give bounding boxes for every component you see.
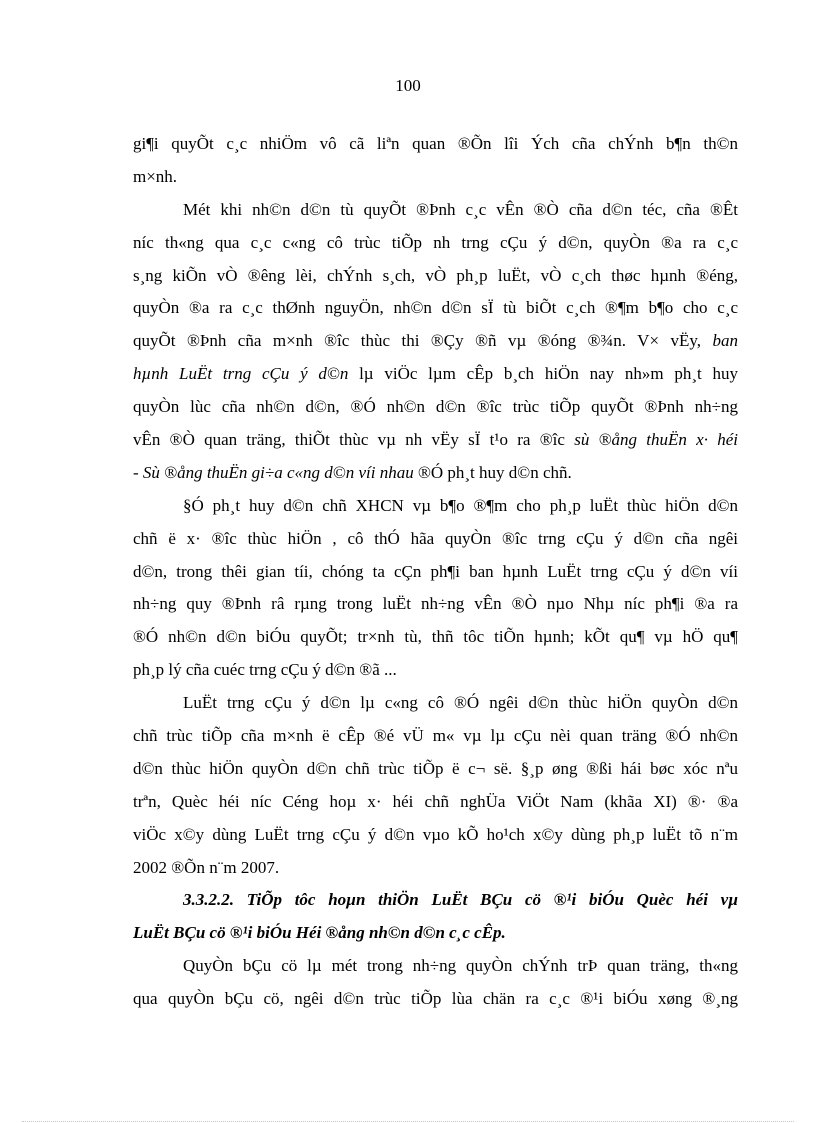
text-segment: LuËt trng cÇu ý d©n lµ c«ng cô ®Ó ngêi d©n thùc hiÖn quyÒn d©n xyxy=(183,693,738,713)
text-segment: vÊn ®Ò quan träng, thiÕt thùc vµ nh vËy sÏ t¹o ra ®îc xyxy=(133,430,575,450)
text-line xyxy=(133,358,738,391)
text-segment: d©n, trong thêi gian tíi, chóng ta cÇn ph¶i ban hµnh LuËt trng cÇu ý d©n víi xyxy=(133,561,738,581)
text-segment: quyÒn lùc cña nh©n d©n, ®Ó nh©n d©n ®îc trùc tiÕp quyÕt ®Þnh nh÷ng xyxy=(133,397,738,417)
text-line xyxy=(133,325,738,358)
text-line xyxy=(133,424,738,457)
text-segment: quyÒn ®a ra c¸c thØnh nguyÖn, nh©n d©n sÏ tù biÕt c¸ch ®¶m b¶o cho c¸c xyxy=(133,298,738,318)
text-line xyxy=(133,490,738,523)
text-line xyxy=(133,884,738,917)
text-line xyxy=(133,819,738,852)
text-line xyxy=(133,391,738,424)
text-line xyxy=(133,753,738,786)
text-segment: níc th«ng qua c¸c c«ng cô trùc tiÕp nh trng cÇu ý d©n, quyÒn ®a ra c¸c xyxy=(133,232,738,252)
text-line xyxy=(133,588,738,621)
text-segment: d©n thùc hiÖn quyÒn d©n chñ trùc tiÕp ë c¬ së. §¸p øng ®ßi hái bøc xóc nªu xyxy=(133,758,738,778)
text-line xyxy=(133,194,738,227)
text-line xyxy=(133,917,738,950)
text-segment: hµnh LuËt trng cÇu ý d©n xyxy=(133,364,349,384)
text-line xyxy=(133,523,738,556)
text-segment: ph¸p lý cña cuéc trng cÇu ý d©n ®ã ... xyxy=(133,660,397,680)
text-line xyxy=(133,457,738,490)
text-line xyxy=(133,260,738,293)
text-line xyxy=(133,227,738,260)
text-segment: qua quyÒn bÇu cö, ngêi d©n trùc tiÕp lùa chän ra c¸c ®¹i biÓu xøng ®¸ng xyxy=(133,989,738,1009)
text-segment: 2002 ®Õn n¨m 2007. xyxy=(133,857,280,877)
text-line xyxy=(133,161,738,194)
text-line xyxy=(133,786,738,819)
text-line xyxy=(133,720,738,753)
text-segment: LuËt BÇu cö ®¹i biÓu Héi ®ång nh©n d©n c¸c cÊp. xyxy=(133,923,506,943)
text-segment: QuyÒn bÇu cö lµ mét trong nh÷ng quyÒn chÝnh trÞ quan träng, th«ng xyxy=(183,956,738,976)
page-body-text xyxy=(133,128,738,1016)
text-segment: ban xyxy=(712,331,738,351)
text-segment: trªn, Quèc héi níc Céng hoµ x· héi chñ nghÜa ViÖt Nam (khãa XI) ®· ®a xyxy=(133,791,738,811)
text-segment: ®Ó ph¸t huy d©n chñ. xyxy=(413,462,572,482)
text-segment: §Ó ph¸t huy d©n chñ XHCN vµ b¶o ®¶m cho ph¸p luËt thùc hiÖn d©n xyxy=(183,495,738,515)
text-line xyxy=(133,983,738,1016)
text-line xyxy=(133,292,738,325)
text-segment: quyÕt ®Þnh cña m×nh ®îc thùc thi ®Çy ®ñ vµ ®óng ®¾n. V× vËy, xyxy=(133,331,713,351)
text-line xyxy=(133,852,738,885)
text-segment: 3.3.2.2. TiÕp tôc hoµn thiÖn LuËt BÇu cö ®¹i biÓu Quèc héi vµ xyxy=(183,890,738,910)
text-segment: chñ trùc tiÕp cña m×nh ë cÊp ®é vÜ m« vµ lµ cÇu nèi quan träng ®Ó nh©n xyxy=(133,726,738,746)
text-segment: nh÷ng quy ®Þnh râ rµng trong luËt nh÷ng vÊn ®Ò nµo Nhµ níc ph¶i ®a ra xyxy=(133,594,738,614)
text-line xyxy=(133,556,738,589)
text-segment: viÖc x©y dùng LuËt trng cÇu ý d©n vµo kÕ ho¹ch x©y dùng ph¸p luËt tõ n¨m xyxy=(133,824,738,844)
text-segment: m×nh. xyxy=(133,166,178,186)
text-line xyxy=(133,950,738,983)
text-segment: lµ viÖc lµm cÊp b¸ch hiÖn nay nh»m ph¸t huy xyxy=(348,364,738,384)
text-segment: chñ ë x· ®îc thùc hiÖn , cô thÓ hãa quyÒn ®îc trng cÇu ý d©n cña ngêi xyxy=(133,528,738,548)
text-line xyxy=(133,687,738,720)
page-number: 100 xyxy=(395,76,421,95)
text-segment: sù ®ång thuËn x· héi xyxy=(574,430,739,450)
page-bottom-rule xyxy=(22,1121,794,1122)
text-segment: s¸ng kiÕn vÒ ®êng lèi, chÝnh s¸ch, vÒ ph¸p luËt, vÒ c¸ch thøc hµnh ®éng, xyxy=(133,265,738,285)
text-line xyxy=(133,621,738,654)
text-segment: Mét khi nh©n d©n tù quyÕt ®Þnh c¸c vÊn ®Ò cña d©n téc, cña ®Êt xyxy=(183,199,738,219)
text-segment: gi¶i quyÕt c¸c nhiÖm vô cã liªn quan ®Õn lîi Ých cña chÝnh b¶n th©n xyxy=(133,134,738,153)
text-segment: ®Ó nh©n d©n biÓu quyÕt; tr×nh tù, thñ tôc tiÕn hµnh; kÕt qu¶ vµ hÖ qu¶ xyxy=(133,627,738,647)
text-line xyxy=(133,654,738,687)
text-line xyxy=(133,128,738,161)
text-segment: - Sù ®ång thuËn gi÷a c«ng d©n víi nhau xyxy=(133,462,414,482)
